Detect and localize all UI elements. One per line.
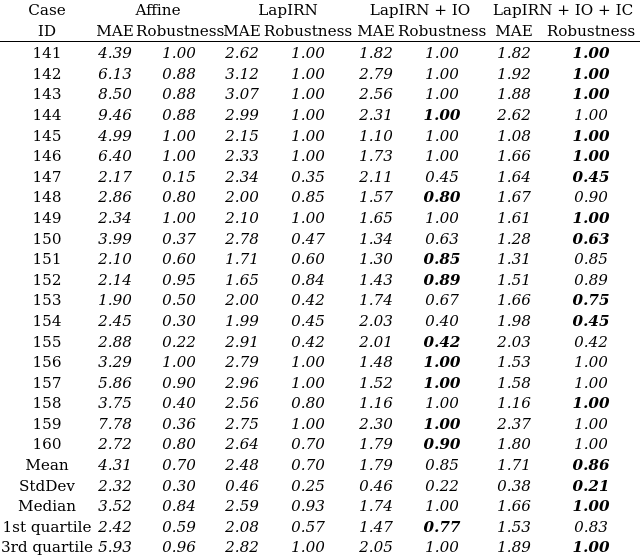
mae-cell: 2.03 — [359, 311, 393, 330]
metric-header: Robustness — [542, 21, 640, 42]
case-id-cell: 150 — [32, 229, 62, 248]
mae-cell: 1.79 — [359, 435, 393, 454]
robustness-cell: 1.00 — [423, 373, 461, 392]
mae-cell: 2.05 — [359, 538, 393, 557]
mae-cell: 2.86 — [98, 188, 132, 207]
mae-cell: 1.92 — [497, 64, 531, 83]
table-row — [0, 290, 640, 311]
robustness-cell: 0.36 — [162, 414, 196, 433]
robustness-cell: 0.42 — [423, 332, 461, 351]
table-row — [0, 496, 640, 517]
robustness-cell: 1.00 — [162, 44, 196, 63]
robustness-cell: 0.42 — [291, 291, 325, 310]
case-id-cell: 154 — [32, 311, 62, 330]
mae-cell: 0.38 — [497, 476, 531, 495]
mae-cell: 3.99 — [98, 229, 132, 248]
mae-cell: 1.34 — [359, 229, 393, 248]
robustness-cell: 0.45 — [572, 167, 610, 186]
robustness-cell: 1.00 — [425, 64, 459, 83]
mae-cell: 2.32 — [98, 476, 132, 495]
mae-cell: 1.80 — [497, 435, 531, 454]
robustness-cell: 1.00 — [291, 85, 325, 104]
case-id-cell: 151 — [32, 250, 62, 269]
robustness-cell: 0.22 — [425, 476, 459, 495]
mae-cell: 2.96 — [225, 373, 259, 392]
table-row — [0, 311, 640, 332]
group-header-lapirn: LapIRN — [258, 1, 318, 19]
robustness-cell: 0.86 — [572, 456, 610, 475]
mae-cell: 2.14 — [98, 270, 132, 289]
robustness-cell: 0.45 — [291, 311, 325, 330]
robustness-cell: 0.88 — [162, 64, 196, 83]
mae-cell: 2.78 — [225, 229, 259, 248]
robustness-cell: 0.89 — [423, 270, 461, 289]
robustness-cell: 1.00 — [291, 353, 325, 372]
robustness-cell: 1.00 — [291, 147, 325, 166]
robustness-cell: 1.00 — [425, 147, 459, 166]
header-row-groups — [0, 0, 640, 21]
robustness-cell: 1.00 — [291, 414, 325, 433]
robustness-cell: 1.00 — [572, 147, 610, 166]
robustness-cell: 0.45 — [425, 167, 459, 186]
mae-cell: 2.82 — [225, 538, 259, 557]
robustness-cell: 0.93 — [291, 497, 325, 516]
case-id-cell: Mean — [25, 456, 69, 475]
table-row — [0, 249, 640, 270]
table-row — [0, 187, 640, 208]
robustness-cell: 0.90 — [423, 435, 461, 454]
robustness-cell: 1.00 — [291, 44, 325, 63]
robustness-cell: 0.59 — [162, 517, 196, 536]
case-id-cell: 143 — [32, 85, 62, 104]
robustness-cell: 0.60 — [291, 250, 325, 269]
robustness-cell: 1.00 — [291, 64, 325, 83]
case-id-cell: 145 — [32, 126, 62, 145]
table-row — [0, 84, 640, 105]
mae-cell: 2.00 — [225, 291, 259, 310]
mae-cell: 3.52 — [98, 497, 132, 516]
mae-cell: 2.08 — [225, 517, 259, 536]
robustness-cell: 0.67 — [425, 291, 459, 310]
robustness-cell: 1.00 — [574, 373, 608, 392]
case-id-cell: 157 — [32, 373, 62, 392]
table-header — [0, 0, 640, 42]
mae-cell: 1.10 — [359, 126, 393, 145]
case-id-cell: 1st quartile — [2, 517, 92, 536]
mae-cell: 2.45 — [98, 311, 132, 330]
metric-header: Robustness — [398, 21, 486, 42]
metric-header: Robustness — [136, 21, 222, 42]
table-row — [0, 208, 640, 229]
table-row — [0, 126, 640, 147]
mae-cell: 1.71 — [225, 250, 259, 269]
robustness-cell: 0.15 — [162, 167, 196, 186]
table-row — [0, 393, 640, 414]
robustness-cell: 0.45 — [572, 311, 610, 330]
robustness-cell: 1.00 — [423, 105, 461, 124]
robustness-cell: 0.63 — [425, 229, 459, 248]
robustness-cell: 1.00 — [572, 64, 610, 83]
mae-cell: 6.13 — [98, 64, 132, 83]
robustness-cell: 1.00 — [572, 497, 610, 516]
robustness-cell: 1.00 — [425, 208, 459, 227]
robustness-cell: 0.21 — [572, 476, 610, 495]
case-id-cell: 158 — [32, 394, 62, 413]
robustness-cell: 1.00 — [291, 373, 325, 392]
mae-cell: 2.10 — [225, 208, 259, 227]
robustness-cell: 0.84 — [162, 497, 196, 516]
mae-cell: 1.53 — [497, 517, 531, 536]
robustness-cell: 0.85 — [423, 250, 461, 269]
case-id-cell: 149 — [32, 208, 62, 227]
robustness-cell: 1.00 — [574, 353, 608, 372]
robustness-cell: 1.00 — [162, 147, 196, 166]
mae-cell: 2.42 — [98, 517, 132, 536]
mae-cell: 2.34 — [98, 208, 132, 227]
mae-cell: 3.12 — [225, 64, 259, 83]
case-id-cell: 159 — [32, 414, 62, 433]
table-row — [0, 64, 640, 85]
case-id-cell: 146 — [32, 147, 62, 166]
case-id-cell: 156 — [32, 353, 62, 372]
mae-cell: 1.65 — [359, 208, 393, 227]
metric-header: MAE — [486, 21, 542, 42]
case-id-cell: 141 — [32, 44, 62, 63]
robustness-cell: 0.90 — [162, 373, 196, 392]
metric-header: MAE — [354, 21, 398, 42]
case-id-cell: 155 — [32, 332, 62, 351]
robustness-cell: 0.50 — [162, 291, 196, 310]
mae-cell: 5.93 — [98, 538, 132, 557]
robustness-cell: 0.70 — [291, 435, 325, 454]
mae-cell: 1.89 — [497, 538, 531, 557]
group-header-lapirn-io: LapIRN + IO — [369, 1, 471, 19]
table-row — [0, 167, 640, 188]
robustness-cell: 0.22 — [162, 332, 196, 351]
robustness-cell: 0.88 — [162, 105, 196, 124]
robustness-cell: 1.00 — [423, 353, 461, 372]
mae-cell: 1.65 — [225, 270, 259, 289]
robustness-cell: 0.85 — [291, 188, 325, 207]
robustness-cell: 0.80 — [162, 435, 196, 454]
robustness-cell: 1.00 — [574, 414, 608, 433]
robustness-cell: 0.84 — [291, 270, 325, 289]
robustness-cell: 0.75 — [572, 291, 610, 310]
mae-cell: 1.43 — [359, 270, 393, 289]
mae-cell: 1.82 — [359, 44, 393, 63]
table-row — [0, 373, 640, 394]
robustness-cell: 1.00 — [574, 105, 608, 124]
group-header-lapirn-io-ic: LapIRN + IO + IC — [492, 1, 634, 19]
mae-cell: 2.00 — [225, 188, 259, 207]
mae-cell: 1.30 — [359, 250, 393, 269]
robustness-cell: 1.00 — [291, 208, 325, 227]
mae-cell: 2.91 — [225, 332, 259, 351]
mae-cell: 1.31 — [497, 250, 531, 269]
robustness-cell: 1.00 — [162, 126, 196, 145]
robustness-cell: 1.00 — [291, 126, 325, 145]
mae-cell: 3.07 — [225, 85, 259, 104]
mae-cell: 1.82 — [497, 44, 531, 63]
mae-cell: 1.61 — [497, 208, 531, 227]
mae-cell: 1.48 — [359, 353, 393, 372]
robustness-cell: 0.47 — [291, 229, 325, 248]
mae-cell: 2.79 — [359, 64, 393, 83]
mae-cell: 1.64 — [497, 167, 531, 186]
mae-cell: 1.74 — [359, 497, 393, 516]
table-row — [0, 455, 640, 476]
mae-cell: 2.88 — [98, 332, 132, 351]
case-id-header-top: Case — [28, 1, 66, 19]
mae-cell: 1.53 — [497, 353, 531, 372]
mae-cell: 2.30 — [359, 414, 393, 433]
robustness-cell: 0.95 — [162, 270, 196, 289]
mae-cell: 1.51 — [497, 270, 531, 289]
mae-cell: 1.66 — [497, 291, 531, 310]
mae-cell: 1.08 — [497, 126, 531, 145]
mae-cell: 1.16 — [359, 394, 393, 413]
robustness-cell: 1.00 — [291, 105, 325, 124]
mae-cell: 2.64 — [225, 435, 259, 454]
header-row-metrics — [0, 21, 640, 42]
table-row — [0, 476, 640, 497]
robustness-cell: 0.42 — [574, 332, 608, 351]
mae-cell: 2.17 — [98, 167, 132, 186]
case-id-cell: StdDev — [19, 476, 75, 495]
robustness-cell: 0.70 — [291, 456, 325, 475]
table-row — [0, 270, 640, 291]
mae-cell: 0.46 — [225, 476, 259, 495]
case-id-cell: 160 — [32, 435, 62, 454]
robustness-cell: 0.70 — [162, 456, 196, 475]
mae-cell: 2.31 — [359, 105, 393, 124]
mae-cell: 1.90 — [98, 291, 132, 310]
mae-cell: 2.56 — [225, 394, 259, 413]
mae-cell: 1.67 — [497, 188, 531, 207]
robustness-cell: 1.00 — [574, 435, 608, 454]
robustness-cell: 1.00 — [425, 538, 459, 557]
robustness-cell: 1.00 — [572, 208, 610, 227]
case-id-cell: 142 — [32, 64, 62, 83]
robustness-cell: 1.00 — [162, 353, 196, 372]
mae-cell: 1.79 — [359, 456, 393, 475]
robustness-cell: 0.85 — [574, 250, 608, 269]
robustness-cell: 0.25 — [291, 476, 325, 495]
robustness-cell: 1.00 — [572, 394, 610, 413]
table-row — [0, 229, 640, 250]
group-header-affine: Affine — [135, 1, 181, 19]
mae-cell: 2.10 — [98, 250, 132, 269]
table-row — [0, 414, 640, 435]
mae-cell: 2.72 — [98, 435, 132, 454]
mae-cell: 2.99 — [225, 105, 259, 124]
mae-cell: 2.33 — [225, 147, 259, 166]
mae-cell: 1.99 — [225, 311, 259, 330]
robustness-cell: 1.00 — [162, 208, 196, 227]
mae-cell: 2.48 — [225, 456, 259, 475]
robustness-cell: 0.40 — [162, 394, 196, 413]
robustness-cell: 1.00 — [425, 497, 459, 516]
robustness-cell: 1.00 — [423, 414, 461, 433]
mae-cell: 2.03 — [497, 332, 531, 351]
robustness-cell: 1.00 — [572, 44, 610, 63]
mae-cell: 2.75 — [225, 414, 259, 433]
table-row — [0, 517, 640, 538]
mae-cell: 4.39 — [98, 44, 132, 63]
table-row — [0, 42, 640, 64]
mae-cell: 2.15 — [225, 126, 259, 145]
table-row — [0, 105, 640, 126]
table-body — [0, 42, 640, 558]
mae-cell: 9.46 — [98, 105, 132, 124]
mae-cell: 1.88 — [497, 85, 531, 104]
robustness-cell: 0.63 — [572, 229, 610, 248]
robustness-cell: 0.80 — [162, 188, 196, 207]
robustness-cell: 1.00 — [572, 538, 610, 557]
metric-header: MAE — [222, 21, 262, 42]
mae-cell: 1.47 — [359, 517, 393, 536]
robustness-cell: 0.30 — [162, 311, 196, 330]
mae-cell: 5.86 — [98, 373, 132, 392]
mae-cell: 2.11 — [359, 167, 393, 186]
robustness-cell: 1.00 — [425, 126, 459, 145]
table-row — [0, 146, 640, 167]
robustness-cell: 0.88 — [162, 85, 196, 104]
mae-cell: 2.01 — [359, 332, 393, 351]
robustness-cell: 0.90 — [574, 188, 608, 207]
mae-cell: 2.62 — [225, 44, 259, 63]
mae-cell: 1.98 — [497, 311, 531, 330]
case-id-cell: 144 — [32, 105, 62, 124]
mae-cell: 2.34 — [225, 167, 259, 186]
robustness-cell: 0.83 — [574, 517, 608, 536]
robustness-cell: 0.80 — [423, 188, 461, 207]
robustness-cell: 0.40 — [425, 311, 459, 330]
table-row — [0, 434, 640, 455]
robustness-cell: 0.37 — [162, 229, 196, 248]
metric-header: MAE — [94, 21, 136, 42]
mae-cell: 3.75 — [98, 394, 132, 413]
robustness-cell: 0.30 — [162, 476, 196, 495]
robustness-cell: 0.60 — [162, 250, 196, 269]
robustness-cell: 1.00 — [291, 538, 325, 557]
robustness-cell: 1.00 — [425, 394, 459, 413]
mae-cell: 3.29 — [98, 353, 132, 372]
mae-cell: 2.62 — [497, 105, 531, 124]
case-id-cell: 148 — [32, 188, 62, 207]
mae-cell: 1.57 — [359, 188, 393, 207]
robustness-cell: 0.80 — [291, 394, 325, 413]
case-id-cell: 3rd quartile — [0, 538, 94, 557]
mae-cell: 0.46 — [359, 476, 393, 495]
mae-cell: 1.66 — [497, 497, 531, 516]
mae-cell: 1.16 — [497, 394, 531, 413]
table-row — [0, 537, 640, 558]
robustness-cell: 0.96 — [162, 538, 196, 557]
mae-cell: 6.40 — [98, 147, 132, 166]
mae-cell: 1.71 — [497, 456, 531, 475]
robustness-cell: 1.00 — [425, 85, 459, 104]
mae-cell: 1.66 — [497, 147, 531, 166]
mae-cell: 1.52 — [359, 373, 393, 392]
case-id-cell: Median — [18, 497, 76, 516]
robustness-cell: 1.00 — [425, 44, 459, 63]
mae-cell: 7.78 — [98, 414, 132, 433]
robustness-cell: 0.77 — [423, 517, 461, 536]
mae-cell: 2.37 — [497, 414, 531, 433]
robustness-cell: 1.00 — [572, 126, 610, 145]
mae-cell: 2.59 — [225, 497, 259, 516]
mae-cell: 4.99 — [98, 126, 132, 145]
case-id-cell: 152 — [32, 270, 62, 289]
table-row — [0, 352, 640, 373]
robustness-cell: 0.42 — [291, 332, 325, 351]
mae-cell: 4.31 — [98, 456, 132, 475]
robustness-cell: 1.00 — [572, 85, 610, 104]
case-id-header-bottom: ID — [0, 21, 94, 42]
mae-cell: 1.73 — [359, 147, 393, 166]
mae-cell: 1.74 — [359, 291, 393, 310]
case-id-cell: 147 — [32, 167, 62, 186]
robustness-cell: 0.57 — [291, 517, 325, 536]
table-row — [0, 332, 640, 353]
robustness-cell: 0.85 — [425, 456, 459, 475]
case-id-cell: 153 — [32, 291, 62, 310]
mae-cell: 1.58 — [497, 373, 531, 392]
robustness-cell: 0.89 — [574, 270, 608, 289]
mae-cell: 1.28 — [497, 229, 531, 248]
mae-cell: 8.50 — [98, 85, 132, 104]
mae-cell: 2.56 — [359, 85, 393, 104]
mae-cell: 2.79 — [225, 353, 259, 372]
robustness-cell: 0.35 — [291, 167, 325, 186]
metric-header: Robustness — [262, 21, 354, 42]
